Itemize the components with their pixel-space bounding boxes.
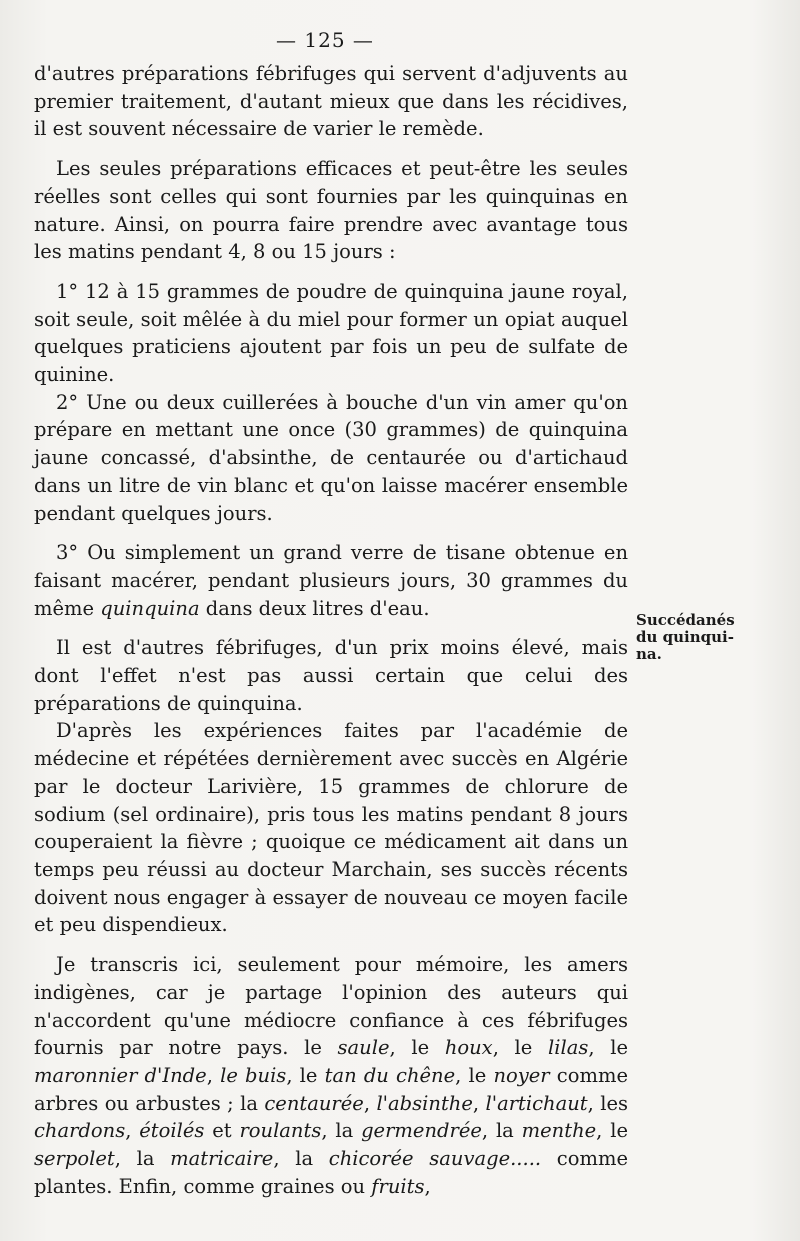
margin-note-line: Succédanés bbox=[636, 611, 735, 629]
page-body bbox=[34, 60, 628, 1200]
page-number: — 125 — bbox=[276, 28, 374, 52]
margin-note-line: du quinqui- bbox=[636, 628, 734, 646]
paragraph-other-febrifuges: Il est d'autres fébrifuges, d'un prix moins élevé, mais dont l'effet n'est pas aussi certain que celui des préparations de quinquina. bbox=[34, 636, 628, 715]
paragraph-adjuvants: d'autres préparations fébrifuges qui servent d'adjuvents au premier traitement, d'autant mieux que dans les récidives, il est souvent nécessaire de varier le remède. bbox=[34, 62, 628, 141]
margin-note-succedanes bbox=[636, 612, 776, 663]
paragraph-item-3: 3° Ou simplement un grand verre de tisane obtenue en faisant macérer, pendant plusieurs jours, 30 grammes du même quinquina dans deux litres d'eau. bbox=[34, 541, 628, 620]
paragraph-quinquinas-nature: Les seules préparations efficaces et peut-être les seules réelles sont celles qui sont fournies par les quinquinas en nature. Ainsi, on pourra faire prendre avec avantage tous les matins pendant 4, 8 ou 15 jours : bbox=[34, 157, 628, 264]
paragraph-item-1: 1° 12 à 15 grammes de poudre de quinquina jaune royal, soit seule, soit mêlée à du miel pour former un opiat auquel quelques praticiens ajoutent par fois un peu de sulfate de quinine. bbox=[34, 279, 628, 387]
paragraph-amers-indigenes: Je transcris ici, seulement pour mémoire, les amers indigènes, car je partage l'opinion des auteurs qui n'accordent qu'une médiocre confiance à ces fébrifuges fournis par notre pays. le saule, le houx, le lilas, le maronnier d'Inde, le buis, le tan du chêne, le noyer comme arbres ou arbustes ; la centaurée, l'absinthe, l'artichaut, les chardons, étoilés et roulants, la germendrée, la menthe, le serpolet, la matricaire, la chicorée sauvage..... comme plantes. Enfin, comme graines ou fruits, bbox=[34, 953, 629, 1198]
paragraph-academie: D'après les expériences faites par l'académie de médecine et répétées dernièrement avec succès en Algérie par le docteur Larivière, 15 grammes de chlorure de sodium (sel ordinaire), pris tous les matins pendant 8 jours couperaient la fièvre ; quoique ce médicament ait dans un temps peu réussi au docteur Marchain, ses succès récents doivent nous engager à essayer de nouveau ce moyen facile et peu dispendieux. bbox=[34, 719, 628, 937]
paragraph-item-2: 2° Une ou deux cuillerées à bouche d'un vin amer qu'on prépare en mettant une once (30 grammes) de quinquina jaune concassé, d'absinthe, de centaurée ou d'artichaud dans un litre de vin blanc et qu'on laisse macérer ensemble pendant quelques jours. bbox=[34, 390, 628, 525]
margin-note-line: na. bbox=[636, 645, 662, 663]
